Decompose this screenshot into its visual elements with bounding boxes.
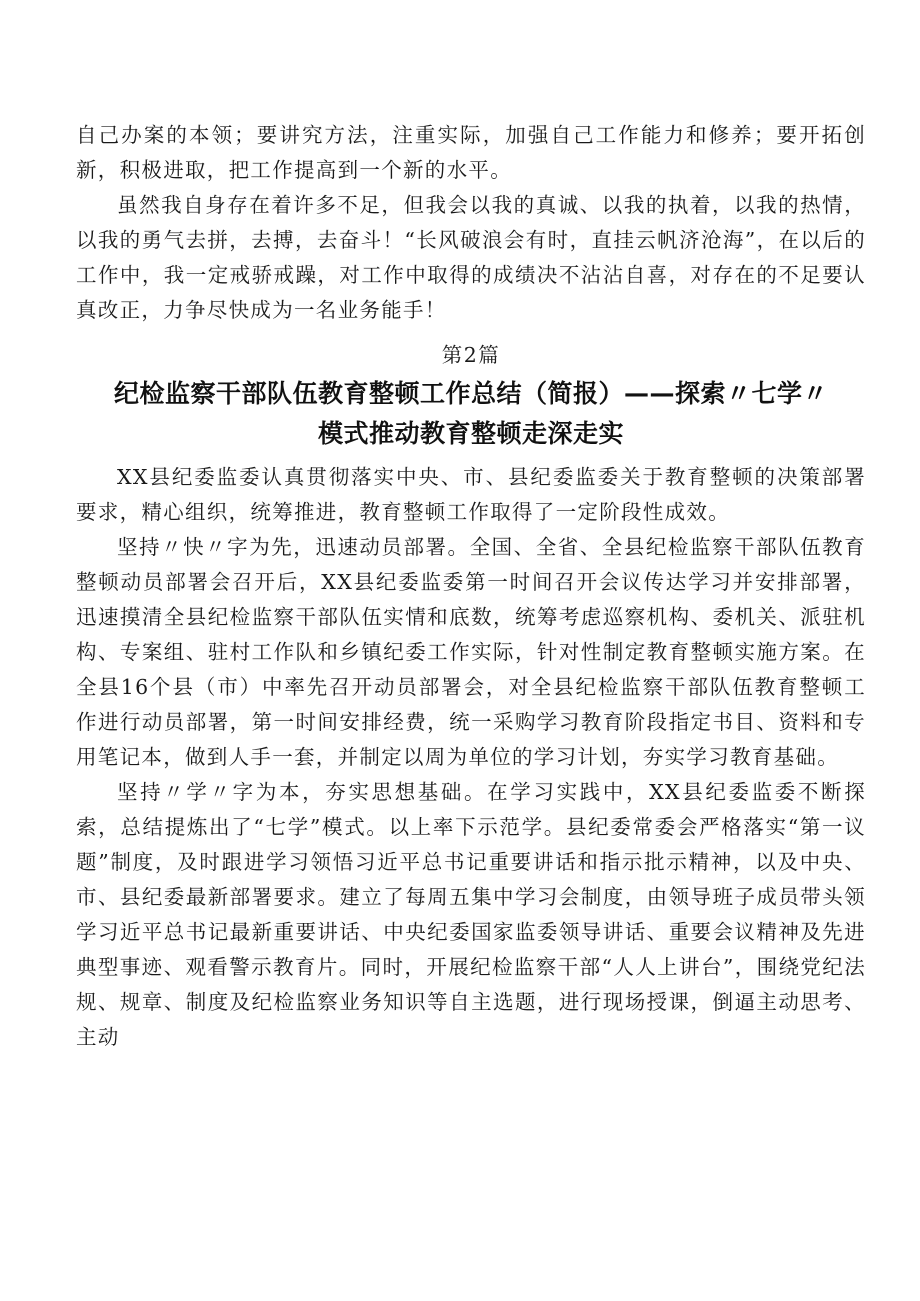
- article-title-line-1: 纪检监察干部队伍教育整顿工作总结（简报）——探索〃七学〃: [113, 379, 828, 408]
- article-title: [76, 374, 866, 454]
- body-paragraph-3: 坚持〃学〃字为本，夯实思想基础。在学习实践中，XX县纪委监委不断探索，总结提炼出了“七学”模式。以上率下示范学。县纪委常委会严格落实“第一议题”制度，及时跟进学习领悟习近平总书记重要讲话和指示批示精神，以及中央、市、县纪委最新部署要求。建立了每周五集中学习会制度，由领导班子成员带头领学习近平总书记最新重要讲话、中央纪委国家监委领导讲话、重要会议精神及先进典型事迹、观看警示教育片。同时，开展纪检监察干部“人人上讲台”，围绕党纪法规、规章、制度及纪检监察业务知识等自主选题，进行现场授课，倒逼主动思考、主动: [76, 780, 866, 1049]
- continuation-paragraph-2: 虽然我自身存在着许多不足，但我会以我的真诚、以我的执着，以我的热情，以我的勇气去拼，去搏，去奋斗！“长风破浪会有时，直挂云帆济沧海”，在以后的工作中，我一定戒骄戒躁，对工作中取得的成绩决不沾沾自喜，对存在的不足要认真改正，力争尽快成为一名业务能手！: [76, 193, 866, 322]
- section-label: 第2篇: [441, 343, 501, 367]
- article-title-line-2: 模式推动教育整顿走深走实: [317, 419, 624, 448]
- body-paragraph-2: 坚持〃快〃字为先，迅速动员部署。全国、全省、全县纪检监察干部队伍教育整顿动员部署会召开后，XX县纪委监委第一时间召开会议传达学习并安排部署，迅速摸清全县纪检监察干部队伍实情和底数，统筹考虑巡察机构、委机关、派驻机构、专案组、驻村工作队和乡镇纪委工作实际，针对性制定教育整顿实施方案。在全县16个县（市）中率先召开动员部署会，对全县纪检监察干部队伍教育整顿工作进行动员部署，第一时间安排经费，统一采购学习教育阶段指定书目、资料和专用笔记本，做到人手一套，并制定以周为单位的学习计划，夯实学习教育基础。: [76, 535, 866, 769]
- document-content: [76, 118, 866, 1055]
- continuation-paragraph-1: 自己办案的本领；要讲究方法，注重实际，加强自己工作能力和修养；要开拓创新，积极进取，把工作提高到一个新的水平。: [76, 123, 866, 182]
- body-paragraph-1: XX县纪委监委认真贯彻落实中央、市、县纪委监委关于教育整顿的决策部署要求，精心组织，统筹推进，教育整顿工作取得了一定阶段性成效。: [76, 465, 866, 524]
